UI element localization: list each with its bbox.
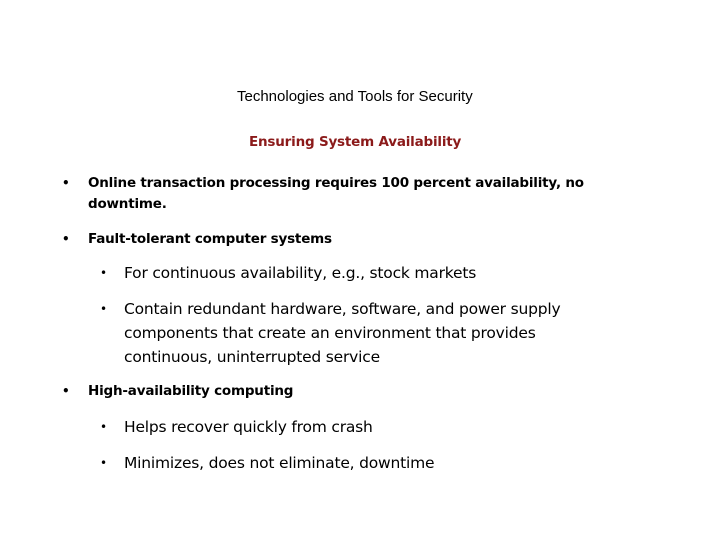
bullet-text: Fault-tolerant computer systems (88, 231, 332, 247)
bullet-text: Online transaction processing requires 100 percent availability, no downtime. (88, 175, 584, 212)
bullet-icon: • (62, 384, 70, 398)
sub-bullet-icon: • (100, 456, 107, 470)
bullet-text: High-availability computing (88, 383, 294, 399)
sub-bullet-icon: • (100, 420, 107, 434)
sub-bullet-text: For continuous availability, e.g., stock markets (124, 264, 477, 282)
bullet-icon: • (62, 232, 70, 246)
sub-bullet-icon: • (100, 266, 107, 280)
sub-bullet-text: Contain redundant hardware, software, and power supply components that create an environment that provides continuous, uninterrupted service (124, 300, 561, 366)
sub-bullet-icon: • (100, 302, 107, 316)
slide-title: Technologies and Tools for Security (237, 88, 473, 105)
sub-bullet-text: Minimizes, does not eliminate, downtime (124, 454, 435, 472)
slide-subtitle: Ensuring System Availability (249, 134, 462, 150)
sub-bullet-text: Helps recover quickly from crash (124, 418, 373, 436)
bullet-icon: • (62, 176, 70, 190)
